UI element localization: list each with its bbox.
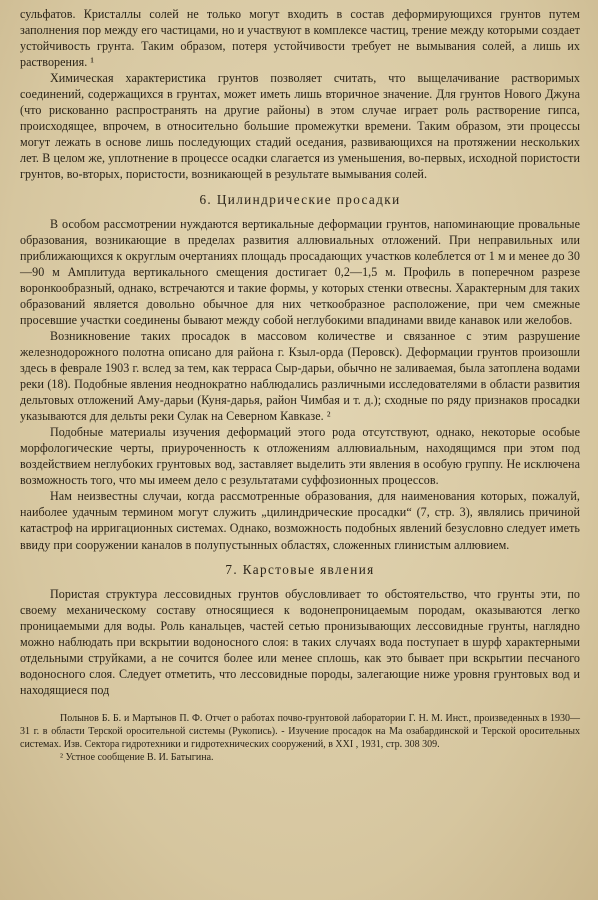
paragraph: сульфатов. Кристаллы солей не только могут входить в состав деформирующихся грунтов путем заполнения пор между его частицами, но и участвуют в комплексе частиц, трение между которыми создает устойчивость грунта. Таким образом, потеря устойчивости требует не вымывания солей, а лишь их растворения. ¹	[20, 7, 580, 70]
paragraph: Пористая структура лессовидных грунтов обусловливает то обстоятельство, что грунты эти, по своему механическому составу относящиеся к водонепроницаемым породам, оказываются легко проницаемыми для воды. Роль канальцев, частей сетью пронизывающих лессовидные грунты, наглядно можно наблюдать при вскрытии водоносного слоя: в таких случаях вода поступает в шурф характерными отдельными струйками, а не сочится более или менее сплошь, как это бывает при вскрытии песчаного водоносного слоя. Следует отметить, что лессовидные породы, залегающие ниже уровня грунтовых вод и находящиеся под	[20, 586, 580, 697]
document-body	[20, 6, 580, 698]
section-heading: 7. Карстовые явления	[225, 561, 375, 577]
footnotes	[20, 712, 580, 764]
paragraph: Подобные материалы изучения деформаций этого рода отсутствуют, однако, некоторые особые морфологические черты, приуроченность к отложениям аллювиальным, находящимся при этом под воздействием неглубоких грунтовых вод, заставляет выделить эти явления в особую группу. Не исключена возможность того, что мы имеем дело с результатами суффозионных процессов.	[20, 425, 580, 488]
paragraph: Нам неизвестны случаи, когда рассмотренные образования, для наименования которых, пожалуй, наиболее удачным термином могут служить „цилиндрические просадки“ (7, стр. 3), являлись причиной катастроф на ирригационных системах. Однако, возможность подобных явлений безусловно следует иметь ввиду при сооружении каналов в полупустынных областях, сложенных глинистым аллювием.	[20, 489, 580, 552]
section-heading: 6. Цилиндрические просадки	[199, 191, 401, 207]
paragraph: В особом рассмотрении нуждаются вертикальные деформации грунтов, напоминающие провальные образования, возникающие в пределах развития аллювиальных отложений. При неправильных или приближающихся к округлым очертаниях площадь просадающих участков колеблется от 1 м и менее до 30—90 м Амплитуда вертикального смещения достигает 0,2—1,5 м. Профиль в поперечном разрезе воронкообразный, однако, встречаются и такие формы, у которых стенки отвесны. Характерным для таких образований является довольно обычное для них четкообразное расположение, при чем смежные просевшие участки соединены бывают между собой неглубокими впадинами ввиде канавок или желобов.	[20, 216, 580, 327]
footnote: ² Устное сообщение В. И. Батыгина.	[60, 751, 214, 763]
paragraph: Химическая характеристика грунтов позволяет считать, что выщелачивание растворимых соединений, содержащихся в грунтах, может иметь лишь вторичное значение. Для грунтов Нового Джуна (что рискованно распространять на другие районы) в этом случае играет роль растворение гипса, происходящее, впрочем, в относительно большие промежутки времени. Таким образом, эти процессы могут лежать в основе лишь последующих стадий оседания, развивающихся на протяжении нескольких лет. В целом же, уплотнение в процессе осадки слагается из уменьшения, во-первых, исходной пористости грунтов, во-вторых, пористости, возникающей в результате вымывания солей.	[20, 71, 580, 182]
footnote: Полынов Б. Б. и Мартынов П. Ф. Отчет о работах почво-грунтовой лаборатории Г. Н. М. Инст., произведенных в 1930—31 г. в области Терской оросительной системы (Рукопись). - Изучение просадок на Ма озабардинской и Терской оросительных системах. Изв. Сектора гидротехники и гидротехнических сооружений, в XXI , 1931, стр. 308 309.	[20, 712, 580, 750]
paragraph: Возникновение таких просадок в массовом количестве и связанное с этим разрушение железнодорожного полотна описано для района г. Кзыл-орда (Перовск). Деформации грунтов произошли здесь в феврале 1903 г. вслед за тем, как терраса Сыр-дарьи, обычно не заливаемая, была затоплена водами реки (18). Подобные явления неоднократно наблюдались различными исследователями в области развития дельтовых отложений Аму-дарьи (Куня-дарья, район Чимбая и т. д.); сходные по ряду признаков просадки указываются для дельты реки Сулак на Северном Кавказе. ²	[20, 328, 580, 424]
